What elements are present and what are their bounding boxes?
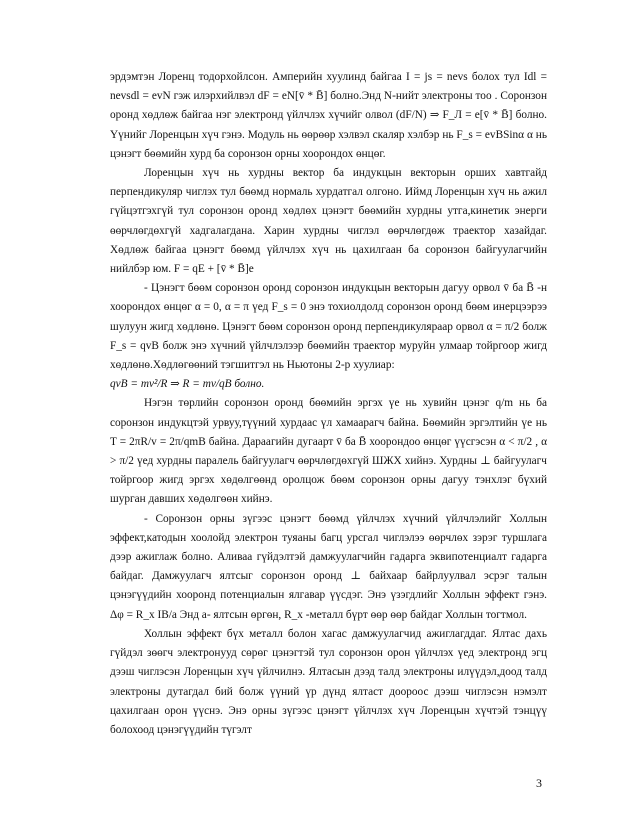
- paragraph-6: Холлын эффект бүх металл болон хагас дамжуулагчид ажиглагддаг. Ялтас дахь гүйдэл зөөгч электронууд сөрөг цэнэгтэй тул соронзон орон үйлчлэх үед электронд эгц дээш чиглэсэн Лоренцын хүч үйлчилнэ. Ялтасын дээд талд электроны илүүдэл,доод талд электроны дутагдал бий болж үүний үр дүнд ялтаст доороос дээш чиглэсэн нэмэлт цахилгаан орон үүснэ. Энэ орны зүгээс цэнэгт үйлчлэх хүч Лоренцын хүчтэй тэнцүү болохоод цэнэгүүдийн түгэлт: [110, 627, 547, 736]
- paragraph-4: Нэгэн төрлийн соронзон оронд бөөмийн эргэх үе нь хувийн цэнэг q/m нь ба соронзон индукцтэй урвуу,түүний хурдаас үл хамаарагч байна. Бөөмийн эргэлтийн үе нь T = 2πR/v = 2π/qmB байна. Дараагийн дугаарт v̄ ба B̄ хоорондоо өнцөг үүсгэсэн α < π/2 , α > π/2 үед хурдны паралель байгуулагч өөрчлөгдөхгүй ШЖХ хийнэ. Хурдны ⊥ байгуулагч тойргоор жигд эргэх хөдөлгөөнд оролцож бөөм соронзон орны дагуу тэнхлэг бүхий шурган давших хөдөлгөөн хийнэ.: [110, 397, 547, 506]
- page-content: [110, 68, 547, 740]
- paragraph-5: - Соронзон орны зүгээс цэнэгт бөөмд үйлчлэх хүчний үйлчлэлийг Холлын эффект,катодын хоолойд электрон туяаны багц урсгал чиглэлээ өөрчлөх зэрэг туршлага дээр ажиглаж болно. Аливаа гүйдэлтэй дамжуулагчийн гадарга эквипотенциалт гадарга байдаг. Дамжуулагч ялтсыг соронзон оронд ⊥ байхаар байрлуулвал эсрэг талын цэнэгүүдийн хооронд потенциалын ялгавар үүсдэг. Энэ үзэгдлийг Холлын эффект гэнэ. Δφ = R_x IB/a Энд а- ялтсын өргөн, R_x -металл бүрт өөр өөр байдаг Холлын тогтмол.: [110, 512, 547, 621]
- newton-formula: qvB = mv²/R ⇒ R = mv/qB болно.: [110, 378, 265, 391]
- paragraph-3: - Цэнэгт бөөм соронзон оронд соронзон индукцын векторын дагуу орвол v̄ ба B̄ -н хоорондох өнцөг α = 0, α = π үед F_s = 0 энэ тохиолдолд соронзон оронд бөөм инерцээрээ шулуун жигд хөдлөнө. Цэнэгт бөөм соронзон оронд перпендикуляраар орвол α = π/2 болж F_s = qvB болж энэ хүчний үйлчлэлээр бөөмийн траектор муруйн улмаар тойргоор жигд хөдлөнө.Хөдлөгөөний тэгшитгэл нь Ньютоны 2-р хуулиар:: [110, 282, 547, 372]
- page-number: 3: [536, 776, 542, 790]
- paragraph-1: эрдэмтэн Лоренц тодорхойлсон. Амперийн хуулинд байгаа I = js = nevs болох тул Idl = nevsdl = evN гэж илэрхийлвэл dF = eN[v̄ * B̄] болно.Энд N-нийт электроны тоо . Соронзон оронд хөдлөж байгаа нэг электронд үйлчлэх хүчийг олвол (dF/N) ⇒ F_Л = e[v̄ * B̄] болно. Үүнийг Лоренцын хүч гэнэ. Модуль нь өөрөөр хэлвэл скаляр хэлбэр нь F_s = evBSinα α нь цэнэгт бөөмийн хурд ба соронзон орны хоорондох өнцөг.: [110, 71, 547, 160]
- paragraph-2: Лоренцын хүч нь хурдны вектор ба индукцын векторын орших хавтгайд перпендикуляр чиглэх тул бөөмд нормаль хурдатгал олгоно. Иймд Лоренцын хүч нь ажил гүйцэтгэхгүй тул соронзон оронд хөдлөх цэнэгт бөөмийн хурдны утга,кинетик энерги өөрчлөгдөхгүй хадгалагдана. Харин хурдны чиглэл өөрчлөгдөж траектор хазайдаг. Хөдлөж байгаа цэнэгт бөөмд үйлчлэх хүч нь цахилгаан ба соронзон байгуулагчийн нийлбэр юм. F = qE + [v̄ * B̄]e: [110, 167, 547, 276]
